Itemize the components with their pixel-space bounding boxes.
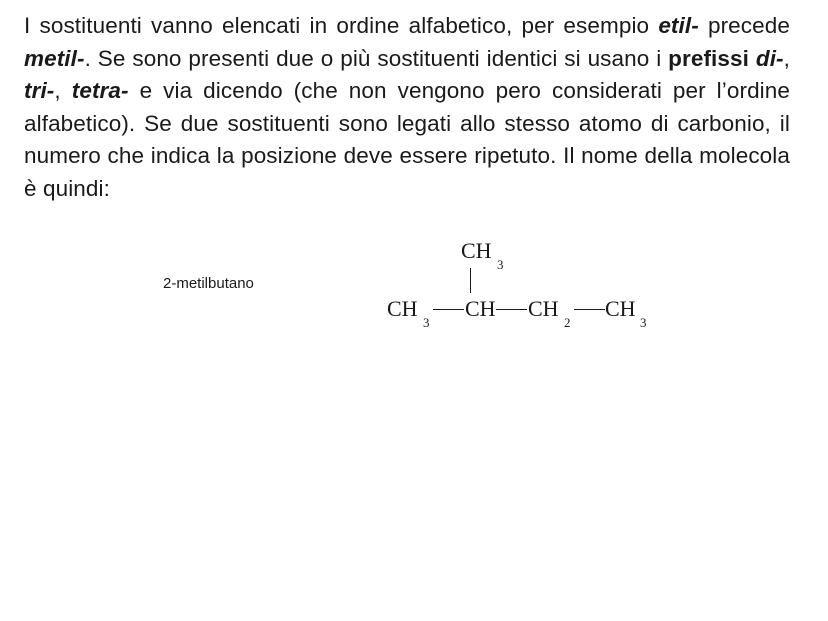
text-segment: e via dicendo (che non vengono pero considerati per l’ordine alfabetico). Se due sostituenti sono legati allo stesso atomo di carbonio, il numero che indica la posizione deve essere ripetuto. Il nome della molecola è quindi:	[24, 78, 791, 201]
group-ch3-left-subscript: 3	[423, 315, 430, 330]
group-ch3-left: CH	[387, 296, 418, 321]
term-metil: metil-	[24, 45, 85, 71]
group-ch: CH	[465, 296, 496, 321]
term-di: di-	[755, 45, 784, 71]
term-etil: etil-	[658, 13, 699, 38]
text-segment: I sostituenti vanno elencati in ordine alfabetico, per esempio	[24, 13, 659, 38]
text-segment: precede	[698, 13, 790, 38]
text-segment: . Se sono presenti due o più sostituenti identici si usano i	[84, 45, 669, 71]
molecule-name: 2-metilbutano	[163, 275, 254, 292]
group-ch3-right: CH	[605, 296, 636, 321]
term-prefissi: prefissi	[668, 45, 749, 71]
bond-c3-c4	[574, 309, 605, 310]
group-ch3-top-subscript: 3	[497, 257, 504, 272]
term-tri: tri-	[24, 78, 55, 104]
group-ch2-subscript: 2	[564, 315, 571, 330]
group-ch2: CH	[528, 296, 559, 321]
bond-c2-c3	[496, 309, 527, 310]
bond-vertical	[470, 268, 471, 293]
bond-c1-c2	[433, 309, 464, 310]
term-tetra: tetra-	[71, 78, 129, 104]
group-ch3-right-subscript: 3	[640, 315, 647, 330]
text-segment: ,	[54, 78, 72, 104]
text-segment: ,	[783, 45, 790, 71]
group-ch3-top: CH	[461, 238, 492, 263]
